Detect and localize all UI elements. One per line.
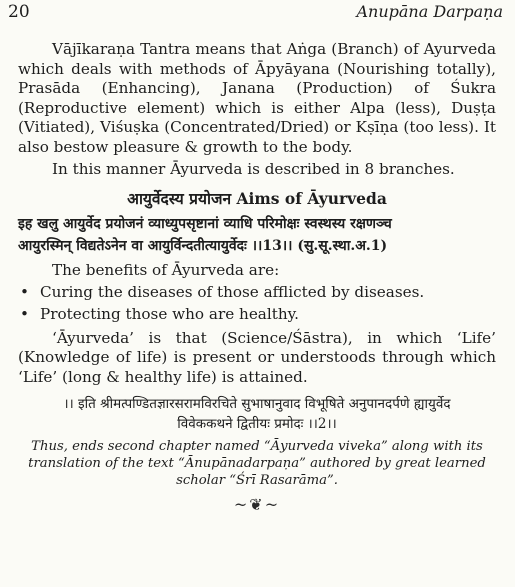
running-title: Anupāna Darpaṇa [356,2,503,21]
eight-branches-paragraph: In this manner Āyurveda is described in 8 branches. [52,159,455,178]
vajikarana-paragraph: Vājīkaraṇa Tantra means that Aṅga (Branch) of Ayurveda which deals with methods of Āpyāyana (Nourishing totally), Prasāda (Enhancing), Janana (Production) of Śukra (Reproductive element) which is either Alpa (less), Duṣṭa (Vitiated), Viśuṣka (Concentrated/Dried) or Kṣīṇa (too less). It also bestow pleasure & growth to the body. [18,40,496,156]
list-item [18,281,496,303]
colophon-line-1: ।। इति श्रीमत्पण्डितज्ञारसरामविरचिते सुभाषानुवाद विभूषिते अनुपानदर्पणे ह्यायुर्वेद [63,395,451,412]
section-heading: आयुर्वेदस्य प्रयोजन Aims of Āyurveda [127,189,387,209]
bullet-icon: • [20,304,29,323]
ayurveda-definition-paragraph: ‘Āyurveda’ is that (Science/Śāstra), in which ‘Life’ (Knowledge of life) is present or understoods through which ‘Life’ (long & healthy life) is attained. [18,328,496,386]
closing-note: Thus, ends second chapter named “Āyurveda viveka” along with its translation of the text “Ānupānadarpaṇa” authored by great learned scholar “Śrī Rasarāma”. [28,438,486,488]
list-item-text: Curing the diseases of those afflicted by diseases. [40,282,425,301]
list-item-text: Protecting those who are healthy. [40,304,299,323]
page-body [18,40,496,514]
sanskrit-verse-line-1: इह खलु आयुर्वेद प्रयोजनं व्याध्युपसृष्टानां व्याधि परिमोक्षः स्वस्थस्य रक्षणञ्च [18,216,392,233]
benefits-intro: The benefits of Āyurveda are: [52,261,280,280]
list-item [18,303,496,325]
sanskrit-verse-line-2: आयुरस्मिन् विद्यतेऽनेन वा आयुर्विन्दतीत्यायुर्वेदः ।।13।। (सु.सू.स्था.अ.1) [18,238,388,255]
ornament-icon: ~❦~ [233,494,281,514]
benefits-list [18,281,496,325]
colophon-line-2: विवेककथने द्वितीयः प्रमोदः ।।2।। [177,415,337,432]
bullet-icon: • [20,282,29,301]
page-number: 20 [8,2,30,22]
